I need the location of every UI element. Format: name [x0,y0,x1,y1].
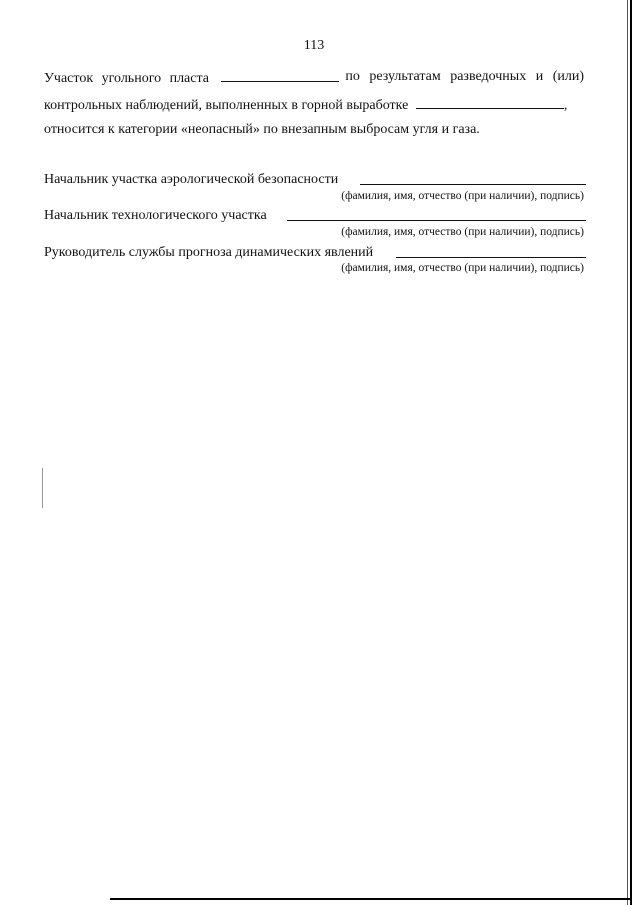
paragraph-line-2-comma: , [563,98,568,113]
signature-label-aerology: Начальник участка аэрологической безопасности [44,172,339,187]
paragraph-line-2-text: контрольных наблюдений, выполненных в горной выработке [44,98,409,113]
scan-edge-right [630,0,632,905]
signature-label-technology: Начальник технологического участка [44,208,267,223]
signature-caption-aerology: (фамилия, имя, отчество (при наличии), подпись) [341,190,584,202]
signature-caption-dynamics-forecast: (фамилия, имя, отчество (при наличии), подпись) [341,262,584,274]
paragraph-line-1-start: Участок угольного пласта [44,71,209,86]
scan-left-mark [42,468,43,508]
signature-line-aerology[interactable] [360,184,586,185]
signature-label-dynamics-forecast: Руководитель службы прогноза динамических явлений [44,245,374,260]
signature-caption-technology: (фамилия, имя, отчество (при наличии), подпись) [341,226,584,238]
signature-line-technology[interactable] [287,220,586,221]
scan-edge-bottom [110,898,630,900]
paragraph-line-3: относится к категории «неопасный» по внезапным выбросам угля и газа. [44,122,480,137]
coal-seam-blank[interactable] [221,69,339,82]
paragraph-line-1-end: по результатам разведочных и (или) [345,69,584,84]
signature-line-dynamics-forecast[interactable] [396,257,586,258]
mine-working-blank[interactable] [416,96,564,109]
page-number: 113 [303,38,325,53]
paragraph-line-2 [44,96,567,114]
paragraph-line-1 [44,69,584,87]
scan-edge-right-inner [627,0,628,905]
